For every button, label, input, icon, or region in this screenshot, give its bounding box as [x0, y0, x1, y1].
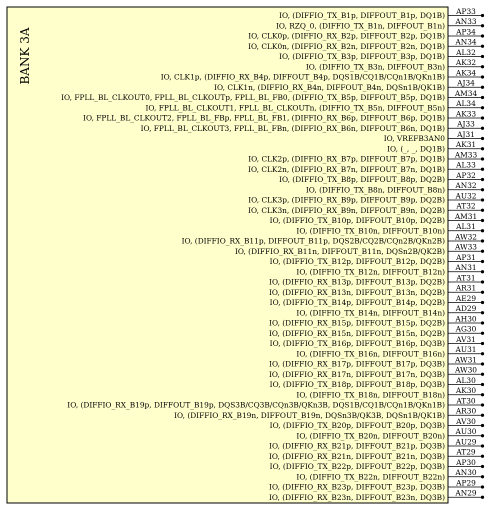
pin-terminal [481, 219, 484, 222]
pin-terminal [481, 444, 484, 447]
pin-number-label: AP29 [456, 478, 476, 488]
pin-number-label: AL31 [456, 222, 476, 232]
pin-number-label: AW33 [454, 242, 478, 252]
pin-number-label: AJ31 [457, 129, 475, 139]
pin-number-label: AJ34 [457, 78, 475, 88]
pin-signal-label: IO, CLK1p, (DIFFIO_RX_B4p, DIFFOUT_B4p, DQS1B/CQ1B/CQn1B/QKn1B) [160, 72, 445, 82]
pin-number-label: AR30 [455, 406, 477, 416]
pin-terminal [481, 311, 484, 314]
pin-terminal [481, 403, 484, 406]
pin-signal-label: IO, (DIFFIO_TX_B10p, DIFFOUT_B10p, DQ2B) [269, 216, 445, 226]
pin-number-label: AW30 [454, 365, 478, 375]
pin-signal-label: IO, (DIFFIO_RX_B11p, DIFFOUT_B11p, DQS2B/CQ2B/CQn2B/QKn2B) [181, 236, 445, 246]
pin-terminal [481, 157, 484, 160]
pin-terminal [481, 86, 484, 89]
pin-number-label: AU29 [455, 437, 477, 447]
pin-terminal [481, 424, 484, 427]
pin-signal-label: IO, (DIFFIO_TX_B18n, DIFFOUT_B18n) [296, 390, 445, 400]
pin-number-label: AK30 [455, 386, 477, 396]
pin-signal-label: IO, (DIFFIO_TX_B8n, DIFFOUT_B8n) [305, 185, 445, 195]
pin-number-label: AM31 [454, 211, 478, 221]
pin-signal-label: IO, (DIFFIO_TX_B16n, DIFFOUT_B16n) [296, 349, 445, 359]
pin-signal-label: IO, (DIFFIO_TX_B8p, DIFFOUT_B8p, DQ2B) [279, 175, 445, 185]
pin-signal-label: IO, (DIFFIO_TX_B10n, DIFFOUT_B10n) [296, 226, 445, 236]
pin-signal-label: IO, (DIFFIO_RX_B13p, DIFFOUT_B13p, DQ2B) [269, 277, 445, 287]
pin-signal-label: IO, (DIFFIO_RX_B21n, DIFFOUT_B21n, DQ3B) [268, 451, 445, 461]
pin-terminal [481, 127, 484, 130]
pin-number-label: AT31 [456, 273, 476, 283]
pin-signal-label: IO, (DIFFIO_RX_B17p, DIFFOUT_B17p, DQ3B) [269, 359, 445, 369]
pin-number-label: AT30 [456, 396, 476, 406]
pin-signal-label: IO, CLK0p, (DIFFIO_RX_B2p, DIFFOUT_B2p, DQ1B) [248, 31, 445, 41]
pin-number-label: AP34 [456, 27, 476, 37]
pin-number-label: AL32 [456, 47, 476, 57]
pin-signal-label: IO, (DIFFIO_RX_B11n, DIFFOUT_B11n, DQSn2B/QK2B) [234, 246, 445, 256]
pin-number-label: AN32 [455, 181, 477, 191]
pin-terminal [481, 209, 484, 212]
pin-signal-label: IO, (DIFFIO_TX_B3p, DIFFOUT_B3p, DQ1B) [279, 52, 445, 62]
pin-number-label: AU32 [455, 191, 477, 201]
pin-number-label: AP32 [456, 170, 476, 180]
pin-number-label: AU31 [455, 345, 477, 355]
pin-signal-label: IO, (DIFFIO_TX_B20p, DIFFOUT_B20p, DQ3B) [269, 421, 445, 431]
pin-signal-label: IO, (DIFFIO_TX_B12p, DIFFOUT_B12p, DQ2B) [269, 257, 445, 267]
pin-terminal [481, 393, 484, 396]
pin-signal-label: IO, (DIFFIO_RX_B15p, DIFFOUT_B15p, DQ2B) [269, 318, 445, 328]
pin-number-label: AP33 [456, 6, 476, 16]
pin-signal-label: IO, (DIFFIO_TX_B20n, DIFFOUT_B20n) [296, 431, 445, 441]
pin-signal-label: IO, (DIFFIO_RX_B13n, DIFFOUT_B13n, DQ2B) [268, 287, 445, 297]
pin-number-label: AL34 [456, 99, 476, 109]
pin-terminal [481, 260, 484, 263]
pin-terminal [481, 342, 484, 345]
pin-signal-label: IO, FPLL_BL_CLKOUT3, FPLL_BL_FBn, (DIFFIO_RX_B6n, DIFFOUT_B6n, DQ1B) [140, 123, 445, 133]
pin-number-label: AP31 [456, 252, 476, 262]
pin-terminal [481, 496, 484, 499]
pin-terminal [481, 65, 484, 68]
pin-terminal [481, 250, 484, 253]
pin-terminal [481, 301, 484, 304]
pin-terminal [481, 147, 484, 150]
pin-number-label: AN30 [455, 468, 477, 478]
pin-terminal [481, 168, 484, 171]
pin-signal-label: IO, CLK0n, (DIFFIO_RX_B2n, DIFFOUT_B2n, DQ1B) [248, 41, 445, 51]
pin-terminal [481, 239, 484, 242]
pin-number-label: AN33 [455, 17, 477, 27]
pin-number-label: AG30 [455, 324, 477, 334]
pin-signal-label: IO, CLK3n, (DIFFIO_RX_B9n, DIFFOUT_B9n, DQ2B) [248, 205, 445, 215]
pin-terminal [481, 106, 484, 109]
pin-terminal [481, 434, 484, 437]
pin-terminal [481, 188, 484, 191]
pin-terminal [481, 229, 484, 232]
pin-signal-label: IO, CLK2p, (DIFFIO_RX_B7p, DIFFOUT_B7p, DQ1B) [248, 154, 445, 164]
pin-terminal [481, 475, 484, 478]
pin-number-label: AV30 [456, 416, 476, 426]
pin-signal-label: IO, (DIFFIO_RX_B21p, DIFFOUT_B21p, DQ3B) [269, 441, 445, 451]
pin-signal-label: IO, (_, _, DQ1B) [387, 144, 445, 154]
pin-number-label: AK31 [455, 140, 477, 150]
pin-signal-label: IO, (DIFFIO_TX_B12n, DIFFOUT_B12n) [296, 267, 445, 277]
pin-terminal [481, 55, 484, 58]
bank-label: BANK 3A [18, 27, 32, 85]
pin-signal-label: IO, (DIFFIO_RX_B17n, DIFFOUT_B17n, DQ3B) [268, 369, 445, 379]
pin-number-label: AL33 [456, 160, 476, 170]
pin-terminal [481, 116, 484, 119]
pin-number-label: AE29 [455, 293, 477, 303]
pin-signal-label: IO, CLK1n, (DIFFIO_RX_B4n, DIFFOUT_B4n, DQSn1B/QK1B) [214, 82, 445, 92]
pin-terminal [481, 45, 484, 48]
pin-terminal [481, 198, 484, 201]
pin-terminal [481, 75, 484, 78]
pin-terminal [481, 383, 484, 386]
pin-terminal [481, 465, 484, 468]
pin-signal-label: IO, (DIFFIO_TX_B1p, DIFFOUT_B1p, DQ1B) [279, 11, 445, 21]
pin-number-label: AN29 [455, 488, 477, 498]
pin-number-label: AJ33 [457, 119, 475, 129]
pin-signal-label: IO, RZQ_0, (DIFFIO_TX_B1n, DIFFOUT_B1n) [275, 21, 445, 31]
pin-signal-label: IO, CLK3p, (DIFFIO_RX_B9p, DIFFOUT_B9p, DQ2B) [248, 195, 445, 205]
pin-signal-label: IO, FPLL_BL_CLKOUT1, FPLL_BL_CLKOUTn, (DIFFIO_TX_B5n, DIFFOUT_B5n) [145, 103, 445, 113]
pin-signal-label: IO, (DIFFIO_RX_B19n, DIFFOUT_B19n, DQSn3B/QK3B, DQSn1B/QK1B) [174, 410, 445, 420]
pin-terminal [481, 291, 484, 294]
pin-number-label: AW32 [454, 232, 478, 242]
pin-number-label: AN31 [455, 263, 477, 273]
pin-terminal [481, 362, 484, 365]
pin-signal-label: IO, (DIFFIO_TX_B14p, DIFFOUT_B14p, DQ2B) [269, 298, 445, 308]
pin-number-label: AT29 [456, 447, 476, 457]
pin-signal-label: IO, (DIFFIO_RX_B19p, DIFFOUT_B19p, DQS3B/CQ3B/CQn3B/QKn3B, DQS1B/CQ1B/CQn1B/QKn1B) [67, 400, 445, 410]
pin-number-label: AU30 [455, 427, 477, 437]
pin-number-label: AW31 [454, 355, 478, 365]
pin-signal-label: IO, VREFB3AN0 [383, 134, 445, 144]
pin-signal-label: IO, (DIFFIO_TX_B22p, DIFFOUT_B22p, DQ3B) [269, 462, 445, 472]
pin-terminal [481, 137, 484, 140]
pin-number-label: AV31 [456, 334, 476, 344]
pin-terminal [481, 321, 484, 324]
pin-number-label: AR31 [455, 283, 477, 293]
pin-signal-label: IO, (DIFFIO_RX_B23p, DIFFOUT_B23p, DQ3B) [269, 482, 445, 492]
pin-signal-label: IO, (DIFFIO_RX_B23n, DIFFOUT_B23n, DQ3B) [268, 492, 445, 502]
pin-number-label: AM34 [454, 88, 478, 98]
pin-terminal [481, 332, 484, 335]
pin-terminal [481, 24, 484, 27]
pin-terminal [481, 373, 484, 376]
pin-number-label: AK32 [455, 58, 477, 68]
pin-terminal [481, 485, 484, 488]
pin-signal-label: IO, (DIFFIO_RX_B15n, DIFFOUT_B15n, DQ2B) [268, 328, 445, 338]
pin-number-label: AH30 [455, 314, 477, 324]
pin-terminal [481, 178, 484, 181]
pin-number-label: AN34 [455, 37, 477, 47]
pin-number-label: AK33 [455, 109, 477, 119]
pin-signal-label: IO, (DIFFIO_TX_B3n, DIFFOUT_B3n) [305, 62, 445, 72]
pin-number-label: AK34 [455, 68, 477, 78]
pin-signal-label: IO, FPLL_BL_CLKOUT0, FPLL_BL_CLKOUTp, FPLL_BL_FB0, (DIFFIO_TX_B5p, DIFFOUT_B5p, DQ1B) [61, 93, 445, 103]
pin-terminal [481, 270, 484, 273]
pin-signal-label: IO, (DIFFIO_TX_B18p, DIFFOUT_B18p, DQ3B) [269, 380, 445, 390]
pin-terminal [481, 455, 484, 458]
pin-terminal [481, 280, 484, 283]
pin-terminal [481, 34, 484, 37]
pin-terminal [481, 96, 484, 99]
pin-signal-label: IO, (DIFFIO_TX_B14n, DIFFOUT_B14n) [296, 308, 445, 318]
pin-number-label: AM33 [454, 150, 478, 160]
pin-signal-label: IO, CLK2n, (DIFFIO_RX_B7n, DIFFOUT_B7n, DQ1B) [248, 164, 445, 174]
pin-number-label: AT32 [456, 201, 476, 211]
pin-signal-label: IO, (DIFFIO_TX_B22n, DIFFOUT_B22n) [296, 472, 445, 482]
pin-signal-label: IO, (DIFFIO_TX_B16p, DIFFOUT_B16p, DQ3B) [269, 339, 445, 349]
pin-number-label: AL30 [456, 375, 476, 385]
pin-terminal [481, 352, 484, 355]
pin-terminal [481, 414, 484, 417]
pin-number-label: AD29 [455, 304, 477, 314]
pin-terminal [481, 14, 484, 17]
pin-signal-label: IO, FPLL_BL_CLKOUT2, FPLL_BL_FBp, FPLL_BL_FB1, (DIFFIO_RX_B6p, DIFFOUT_B6p, DQ1B) [83, 113, 445, 123]
pin-number-label: AP30 [456, 457, 476, 467]
